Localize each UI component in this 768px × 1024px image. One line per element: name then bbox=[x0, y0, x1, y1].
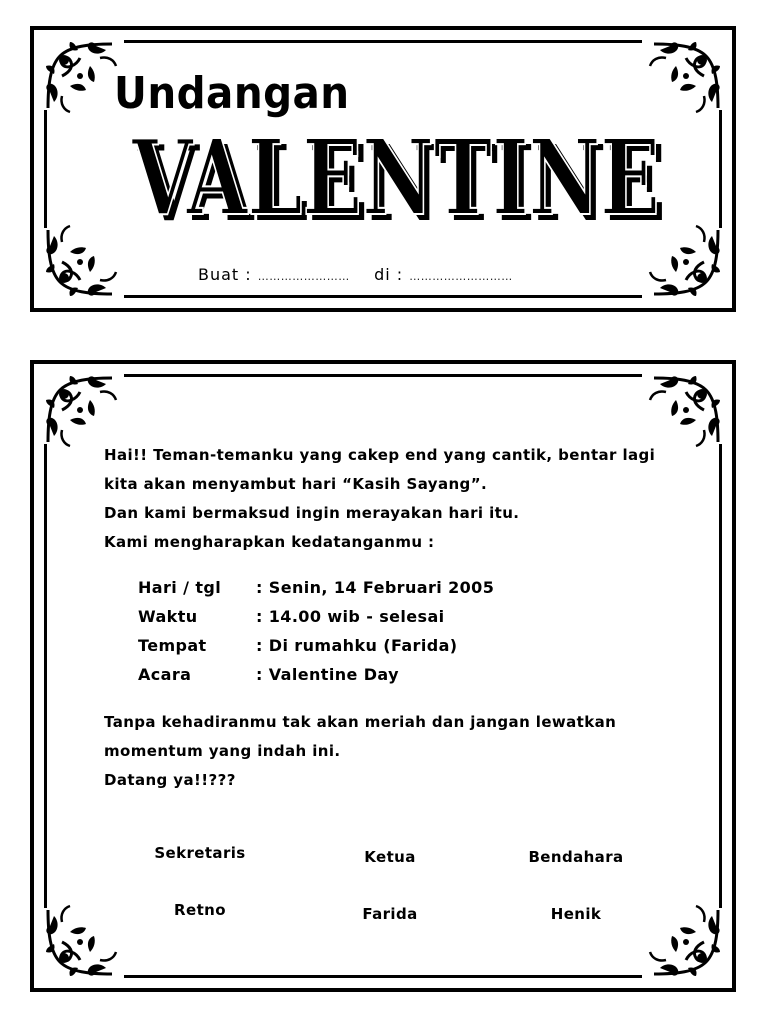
title-valentine-text: VALENTINE bbox=[131, 116, 660, 239]
signature-name-chair: Farida bbox=[362, 905, 418, 923]
recipient-line bbox=[198, 265, 513, 284]
invitation-detail-card bbox=[30, 360, 736, 992]
intro-line: Kami mengharapkan kedatanganmu : bbox=[104, 533, 435, 551]
detail-label-time: Waktu bbox=[138, 607, 198, 626]
right-border-rule bbox=[719, 444, 722, 908]
closing-line: Tanpa kehadiranmu tak akan meriah dan jangan lewatkan bbox=[104, 713, 617, 731]
detail-value-date: : Senin, 14 Februari 2005 bbox=[256, 578, 495, 597]
detail-value-event: : Valentine Day bbox=[256, 665, 399, 684]
signature-role-chair: Ketua bbox=[364, 848, 416, 866]
left-border-rule bbox=[44, 444, 47, 908]
signature-name-secretary: Retno bbox=[174, 901, 226, 919]
detail-label-date: Hari / tgl bbox=[138, 578, 222, 597]
top-border-rule bbox=[124, 40, 642, 43]
buat-label: Buat : bbox=[198, 265, 252, 284]
detail-label-place: Tempat bbox=[138, 636, 207, 655]
signature-role-treasurer: Bendahara bbox=[528, 848, 624, 866]
closing-line: momentum yang indah ini. bbox=[104, 742, 341, 760]
intro-line: Hai!! Teman-temanku yang cakep end yang cantik, bentar lagi bbox=[104, 446, 656, 464]
right-border-rule bbox=[719, 110, 722, 228]
title-valentine bbox=[118, 114, 678, 245]
detail-value-place: : Di rumahku (Farida) bbox=[256, 636, 458, 655]
signature-role-secretary: Sekretaris bbox=[154, 844, 246, 862]
corner-flourish-icon bbox=[40, 902, 130, 982]
corner-flourish-icon bbox=[636, 370, 726, 450]
title-valentine-shadow: VALENTINE bbox=[137, 122, 666, 245]
corner-flourish-icon bbox=[40, 370, 130, 450]
bottom-border-rule bbox=[124, 295, 642, 298]
di-label: di : bbox=[374, 265, 404, 284]
di-blank: ……………………… bbox=[409, 270, 513, 283]
invitation-title-card bbox=[30, 26, 736, 312]
closing-line: Datang ya!!??? bbox=[104, 771, 236, 789]
left-border-rule bbox=[44, 110, 47, 228]
buat-blank: …………………… bbox=[257, 270, 350, 283]
title-undangan: Undangan bbox=[114, 68, 350, 119]
bottom-border-rule bbox=[124, 975, 642, 978]
corner-flourish-icon bbox=[636, 36, 726, 116]
top-border-rule bbox=[124, 374, 642, 377]
detail-label-event: Acara bbox=[138, 665, 192, 684]
corner-flourish-icon bbox=[636, 902, 726, 982]
detail-value-time: : 14.00 wib - selesai bbox=[256, 607, 445, 626]
corner-flourish-icon bbox=[40, 222, 130, 302]
intro-line: Dan kami bermaksud ingin merayakan hari itu. bbox=[104, 504, 520, 522]
intro-line: kita akan menyambut hari “Kasih Sayang”. bbox=[104, 475, 488, 493]
signature-name-treasurer: Henik bbox=[550, 905, 602, 923]
